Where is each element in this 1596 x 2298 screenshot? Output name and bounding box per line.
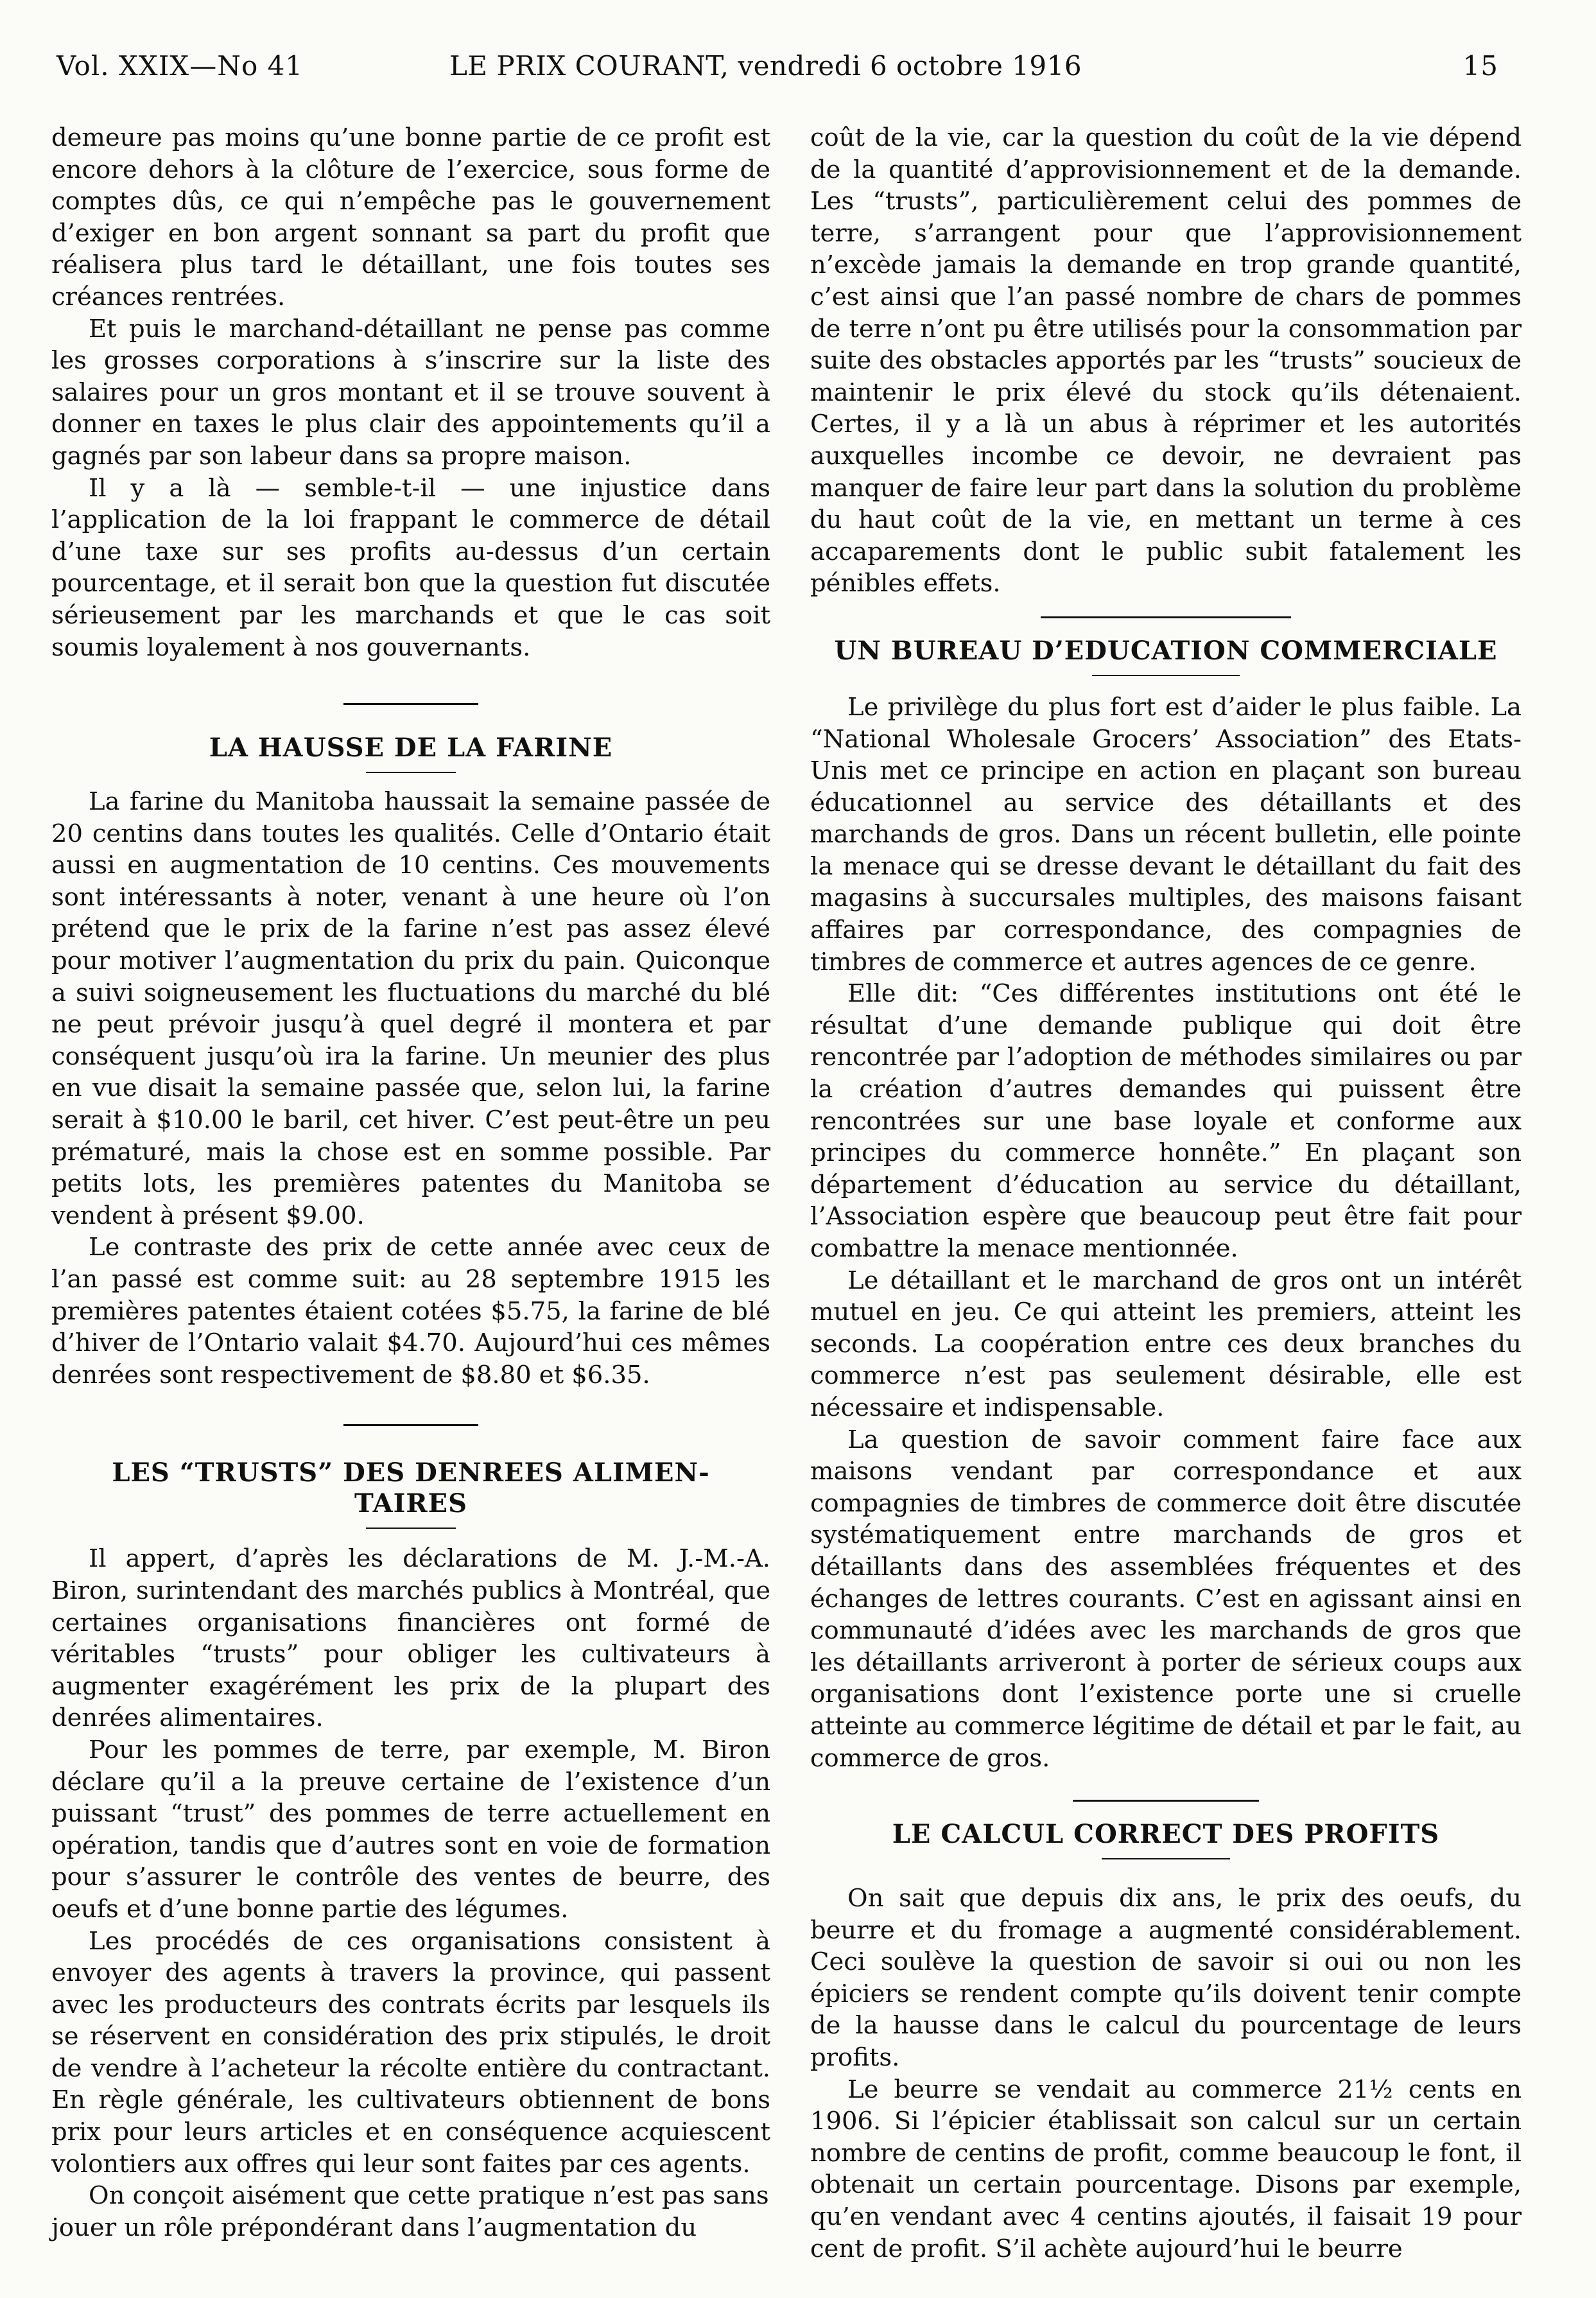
divider: [1073, 1800, 1259, 1802]
header-title: LE PRIX COURANT, vendredi 6 octobre 1916: [449, 50, 1082, 82]
left-column: [51, 122, 770, 2243]
article-paragraph: Et puis le marchand-détaillant ne pense pas comme les grosses corporations à s’inscrire sur la liste des salaires pour un gros montant et il se trouve souvent à donner en taxes le plus clair des appointements qu’il a gagnés par son labeur dans sa propre maison.: [51, 314, 770, 471]
divider: [366, 1528, 456, 1529]
page-number: 15: [1462, 50, 1498, 82]
article-paragraph: Pour les pommes de terre, par exemple, M. Biron déclare qu’il a la preuve certaine de l’existence d’un puissant “trust” des pommes de terre actuellement en opération, tandis que d’autres sont en voie de formation pour s’assurer le contrôle des ventes de beurre, des oeufs et d’une bonne partie des légumes.: [51, 1735, 770, 1924]
article-paragraph: La farine du Manitoba haussait la semaine passée de 20 centins dans toutes les qualités. Celle d’Ontario était aussi en augmentation de 10 centins. Ces mouvements sont intéressants à noter, venant à une heure où l’on prétend que le prix de la farine n’est pas assez élevé pour motiver l’augmentation du prix du pain. Quiconque a suivi soigneusement les fluctuations du marché du blé ne peut prévoir jusqu’à quel degré il montera et par conséquent jusqu’où ira la farine. Un meunier des plus en vue disait la semaine passée que, selon lui, la farine serait à $10.00 le baril, cet hiver. C’est peut-être un peu prématuré, mais la chose est en somme possible. Par petits lots, les premières patentes du Manitoba se vendent à présent $9.00.: [51, 787, 770, 1230]
article-paragraph: coût de la vie, car la question du coût de la vie dépend de la quantité d’approvisionnement et de la demande. Les “trusts”, particulièrement celui des pommes de terre, s’arrangent pour que l’approvisionnement n’excède jamais la demande en trop grande quantité, c’est ainsi que l’an passé nombre de chars de pommes de terre n’ont pu être utilisés pour la consommation par suite des obstacles apportés par les “trusts” soucieux de maintenir le prix élevé du stock qu’ils détenaient. Certes, il y a là un abus à réprimer et les autorités auxquelles incombe ce devoir, ne devraient pas manquer de faire leur part dans la solution du problème du haut coût de la vie, en mettant un terme à ces accaparements dont le public subit fatalement les pénibles effets.: [810, 123, 1522, 598]
header-volume: Vol. XXIX—No 41: [56, 50, 304, 82]
divider: [1102, 1858, 1230, 1859]
article-paragraph: Le contraste des prix de cette année avec ceux de l’an passé est comme suit: au 28 septembre 1915 les premières patentes étaient cotées $5.75, la farine de blé d’hiver de l’Ontario valait $4.70. Aujourd’hui ces mêmes denrées sont respectivement de $8.80 et $6.35.: [51, 1233, 770, 1389]
article-paragraph: Le détaillant et le marchand de gros ont un intérêt mutuel en jeu. Ce qui atteint les premiers, atteint les seconds. La coopération entre ces deux branches du commerce n’est pas seulement désirable, elle est nécessaire et indispensable.: [810, 1266, 1522, 1422]
article-paragraph: On conçoit aisément que cette pratique n’est pas sans jouer un rôle prépondérant dans l’augmentation du: [51, 2181, 769, 2242]
article-paragraph: Il y a là — semble-t-il — une injustice dans l’application de la loi frappant le commerce de détail d’une taxe sur ses profits au-dessus d’un certain pourcentage, et il serait bon que la question fut discutée sérieusement par les marchands et que le cas soit soumis loyalement à nos gouvernants.: [51, 473, 770, 662]
divider: [1092, 675, 1240, 676]
article-paragraph: Le privilège du plus fort est d’aider le plus faible. La “National Wholesale Grocers’ Association” des Etats-Unis met ce principe en action en plaçant son bureau éducationnel au service des détaillants et des marchands de gros. Dans un récent bulletin, elle pointe la menace qui se dresse devant le détaillant du fait des magasins à succursales multiples, des maisons faisant affaires par correspondance, des compagnies de timbres de commerce et autres agences de ce genre.: [810, 692, 1522, 977]
heading-trusts: LES “TRUSTS” DES DENREES ALIMEN-: [112, 1458, 710, 1488]
heading-bureau-education: UN BUREAU D’EDUCATION COMMERCIALE: [834, 635, 1498, 666]
heading-calcul-profits: LE CALCUL CORRECT DES PROFITS: [892, 1819, 1440, 1850]
article-paragraph: La question de savoir comment faire face aux maisons vendant par correspondance et aux compagnies de timbres de commerce doit être discutée systématiquement entre marchands de gros et détaillants dans des assemblées fréquentes et des échanges de lettres courants. C’est en agissant ainsi en communauté d’idées avec les marchands de gros que les détaillants arriveront à porter de sérieux coups aux organisations dont l’existence porte une si cruelle atteinte au commerce légitime de détail et par le fait, au commerce de gros.: [810, 1425, 1522, 1773]
article-paragraph: Le beurre se vendait au commerce 21½ cents en 1906. Si l’épicier établissait son calcul sur un certain nombre de centins de profit, comme beaucoup le font, il obtenait un certain pourcentage. Disons par exemple, qu’en vendant avec 4 centins ajoutés, il faisait 19 pour cent de profit. S’il achète aujourd’hui le beurre: [810, 2075, 1522, 2263]
article-paragraph: demeure pas moins qu’une bonne partie de ce profit est encore dehors à la clôture de l’exercice, sous forme de comptes dûs, ce qui n’empêche pas le gouvernement d’exiger en bon argent sonnant sa part du profit que réalisera plus tard le détaillant, une fois toutes ses créances rentrées.: [51, 123, 770, 311]
divider: [366, 772, 456, 773]
divider: [343, 703, 478, 705]
heading-trusts-line2: TAIRES: [354, 1488, 467, 1519]
divider: [343, 1424, 478, 1426]
article-paragraph: On sait que depuis dix ans, le prix des oeufs, du beurre et du fromage a augmenté considérablement. Ceci soulève la question de savoir si oui ou non les épiciers se rendent compte qu’ils doivent tenir compte de la hausse dans le calcul du pourcentage de leurs profits.: [810, 1884, 1522, 2073]
article-paragraph: Elle dit: “Ces différentes institutions ont été le résultat d’une demande publique qui doit être rencontrée par l’adoption de méthodes similaires ou par la création d’autres demandes qui puissent être rencontrées sur une base loyale et conforme aux principes du commerce honnête.” En plaçant son département d’éducation au service du détaillant, l’Association espère que beaucoup peut être fait pour combattre la menace mentionnée.: [810, 979, 1522, 1263]
article-paragraph: Les procédés de ces organisations consistent à envoyer des agents à travers la province, qui passent avec les producteurs des contrats écrits par lesquels ils se réservent en considération des prix stipulés, le droit de vendre à l’acheteur la récolte entière du contractant. En règle générale, les cultivateurs obtiennent de bons prix pour leurs articles et en conséquence acquiescent volontiers aux offres qui leur sont faites par ces agents.: [51, 1926, 770, 2179]
heading-hausse-farine: LA HAUSSE DE LA FARINE: [209, 733, 613, 763]
divider: [1041, 616, 1291, 618]
right-column: [810, 122, 1522, 2265]
article-paragraph: Il appert, d’après les déclarations de M. J.-M.-A. Biron, surintendant des marchés publics à Montréal, que certaines organisations financières ont formé de véritables “trusts” pour obliger les cultivateurs à augmenter exagérément les prix de la plupart des denrées alimentaires.: [51, 1544, 770, 1733]
